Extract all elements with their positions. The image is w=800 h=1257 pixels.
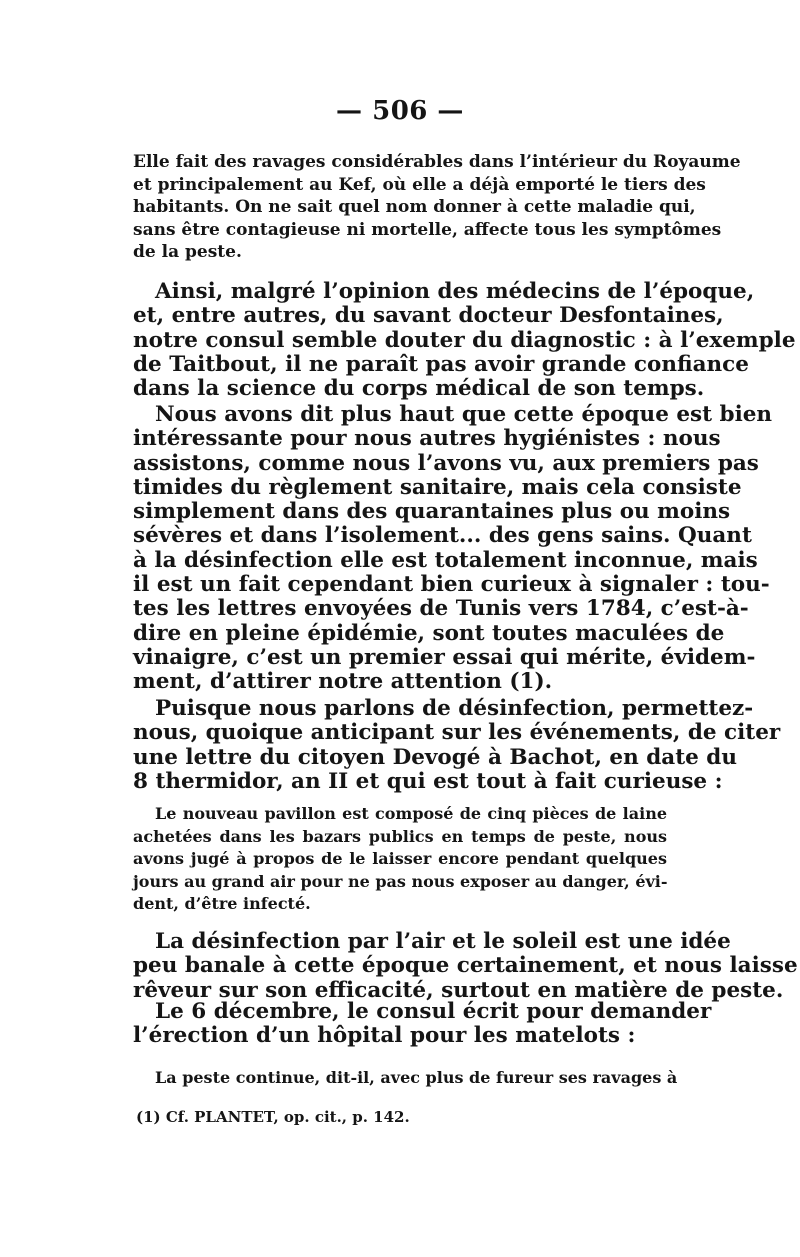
page-number: — 506 — xyxy=(336,96,464,126)
quoted-letter xyxy=(133,803,667,916)
text-line: simplement dans des quarantaines plus ou moins xyxy=(133,499,731,525)
text-line: avons jugé à propos de le laisser encore pendant quelques xyxy=(133,849,667,869)
text-line: notre consul semble douter du diagnostic : à l’exemple xyxy=(133,327,796,353)
text-line: La désinfection par l’air et le soleil est une idée xyxy=(155,929,731,954)
text-line: assistons, comme nous l’avons vu, aux premiers pas xyxy=(133,450,759,476)
text-line: et, entre autres, du savant docteur Desfontaines, xyxy=(133,303,724,329)
text-line: Le 6 décembre, le consul écrit pour demander xyxy=(155,999,712,1024)
paragraph-air-sun xyxy=(133,929,798,1003)
text-line: nous, quoique anticipant sur les événements, de citer xyxy=(133,720,781,746)
text-line: il est un fait cependant bien curieux à signaler : tou- xyxy=(133,572,770,598)
text-line: timides du règlement sanitaire, mais cela consiste xyxy=(133,474,742,500)
text-line: Elle fait des ravages considérables dans l’intérieur du Royaume xyxy=(133,152,741,172)
text-line: habitants. On ne sait quel nom donner à cette maladie qui, xyxy=(133,197,696,217)
text-line: rêveur sur son efficacité, surtout en matière de peste. xyxy=(133,977,784,1003)
text-line: peu banale à cette époque certainement, et nous laisse xyxy=(133,953,798,979)
footnote: (1) Cf. PLANTET, op. cit., p. 142. xyxy=(136,1108,410,1126)
text-line: à la désinfection elle est totalement inconnue, mais xyxy=(133,547,758,573)
paragraph-disinfection xyxy=(133,696,781,794)
text-line: une lettre du citoyen Devogé à Bachot, en date du xyxy=(133,744,737,770)
text-line: sans être contagieuse ni mortelle, affecte tous les symptômes xyxy=(133,219,722,240)
text-line: tes les lettres envoyées de Tunis vers 1784, c’est-à- xyxy=(133,596,749,622)
paragraph-hygiene xyxy=(133,402,773,695)
text-line: La peste continue, dit-il, avec plus de fureur ses ravages à xyxy=(155,1068,678,1087)
text-line: Puisque nous parlons de désinfection, permettez- xyxy=(155,696,754,721)
text-line: l’érection d’un hôpital pour les matelots : xyxy=(133,1023,636,1049)
text-line: de Taitbout, il ne paraît pas avoir grande confiance xyxy=(133,351,749,377)
paragraph-intro xyxy=(133,151,741,264)
text-line: Le nouveau pavillon est composé de cinq pièces de laine xyxy=(155,804,667,823)
text-line: et principalement au Kef, où elle a déjà emporté le tiers des xyxy=(133,174,706,195)
text-line: Ainsi, malgré l’opinion des médecins de l’époque, xyxy=(155,279,755,304)
text-line: ment, d’attirer notre attention (1). xyxy=(133,669,553,695)
text-line: jours au grand air pour ne pas nous exposer au danger, évi- xyxy=(133,871,668,891)
text-line: de la peste. xyxy=(133,242,242,262)
text-line: vinaigre, c’est un premier essai qui mérite, évidem- xyxy=(133,644,756,670)
text-line: dans la science du corps médical de son temps. xyxy=(133,376,705,402)
text-line: dire en pleine épidémie, sont toutes maculées de xyxy=(133,620,725,646)
paragraph-diagnosis xyxy=(133,279,796,402)
quoted-continuation xyxy=(133,1067,678,1090)
text-line: intéressante pour nous autres hygiénistes : nous xyxy=(133,426,721,452)
paragraph-hospital xyxy=(133,999,712,1049)
text-line: sévères et dans l’isolement... des gens sains. Quant xyxy=(133,523,752,549)
text-line: Nous avons dit plus haut que cette époque est bien xyxy=(155,402,773,427)
text-line: 8 thermidor, an II et qui est tout à fait curieuse : xyxy=(133,768,723,794)
text-line: dent, d’être infecté. xyxy=(133,894,311,914)
text-line: achetées dans les bazars publics en temps de peste, nous xyxy=(133,826,667,846)
